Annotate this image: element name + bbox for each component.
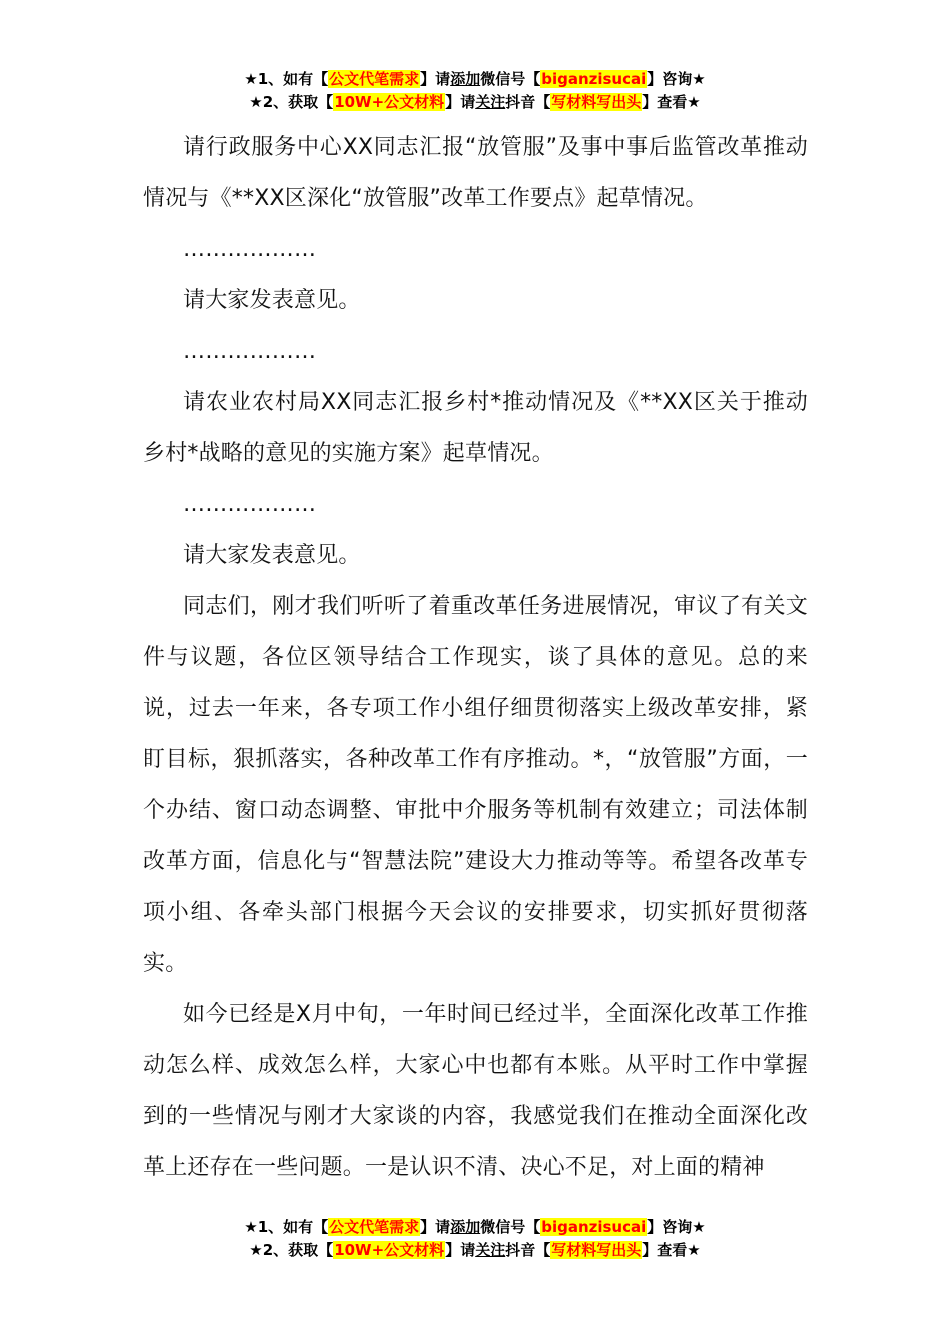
paragraph: 同志们，刚才我们听听了着重改革任务进展情况，审议了有关文件与议题，各位区领导结合工作现实，谈了具体的意见。总的来说，过去一年来，各专项工作小组仔细贯彻落实上级改革安排，紧盯目标，狠抓落实，各种改革工作有序推动。*，“放管服”方面，一个办结、窗口动态调整、审批中介服务等机制有效建立；司法体制改革方面，信息化与“智慧法院”建设大力推动等等。希望各改革专项小组、各牵头部门根据今天会议的安排要求，切实抓好贯彻落实。 [143,594,808,976]
banner-underlined: 关注 [475,93,506,111]
banner-text: 】咨询★ [647,70,706,88]
banner-highlight: 10W+公文材料 [334,93,445,111]
banner-text: ★1、如有【 [244,1218,329,1236]
ellipsis-paragraph: ……………… [183,237,317,262]
banner-wechat-id: biganzisucai [541,1218,647,1236]
banner-line-1 [0,1216,950,1239]
banner-text: 】查看★ [642,93,701,111]
banner-text: 】请 [420,70,451,88]
banner-underlined: 添加 [450,1218,481,1236]
banner-text: ★1、如有【 [244,70,329,88]
banner-text: 】请 [445,1241,476,1259]
ellipsis-paragraph: ……………… [183,339,317,364]
banner-wechat-id: biganzisucai [541,70,647,88]
banner-underlined: 关注 [475,1241,506,1259]
banner-highlight: 10W+公文材料 [334,1241,445,1259]
paragraph: 如今已经是X月中旬，一年时间已经过半，全面深化改革工作推动怎么样、成效怎么样，大家心中也都有本账。从平时工作中掌握到的一些情况与刚才大家谈的内容，我感觉我们在推动全面深化改革上还存在一些问题。一是认识不清、决心不足，对上面的精神 [143,1002,808,1180]
banner-line-2 [0,1239,950,1262]
paragraph: 请农业农村局XX同志汇报乡村*推动情况及《**XX区关于推动乡村*战略的意见的实施方案》起草情况。 [143,390,808,466]
banner-text: 】请 [420,1218,451,1236]
header-banner [0,68,950,114]
banner-line-1 [0,68,950,91]
banner-text: 微信号【 [480,1218,541,1236]
banner-text: 微信号【 [480,70,541,88]
banner-text: 】查看★ [642,1241,701,1259]
banner-text: 抖音【 [505,93,551,111]
paragraph: 请行政服务中心XX同志汇报“放管服”及事中事后监管改革推动情况与《**XX区深化“放管服”改革工作要点》起草情况。 [143,135,808,211]
banner-highlight: 公文代笔需求 [329,70,420,88]
paragraph: 请大家发表意见。 [183,543,361,568]
banner-text: 】咨询★ [647,1218,706,1236]
banner-text: ★2、获取【 [249,93,334,111]
banner-highlight: 公文代笔需求 [329,1218,420,1236]
banner-underlined: 添加 [450,70,481,88]
footer-banner [0,1216,950,1262]
banner-text: 抖音【 [505,1241,551,1259]
ellipsis-paragraph: ……………… [183,492,317,517]
banner-text: ★2、获取【 [249,1241,334,1259]
banner-text: 】请 [445,93,476,111]
paragraph: 请大家发表意见。 [183,288,361,313]
banner-line-2 [0,91,950,114]
document-body [143,122,808,1193]
banner-douyin-name: 写材料写出头 [551,1241,642,1259]
banner-douyin-name: 写材料写出头 [551,93,642,111]
